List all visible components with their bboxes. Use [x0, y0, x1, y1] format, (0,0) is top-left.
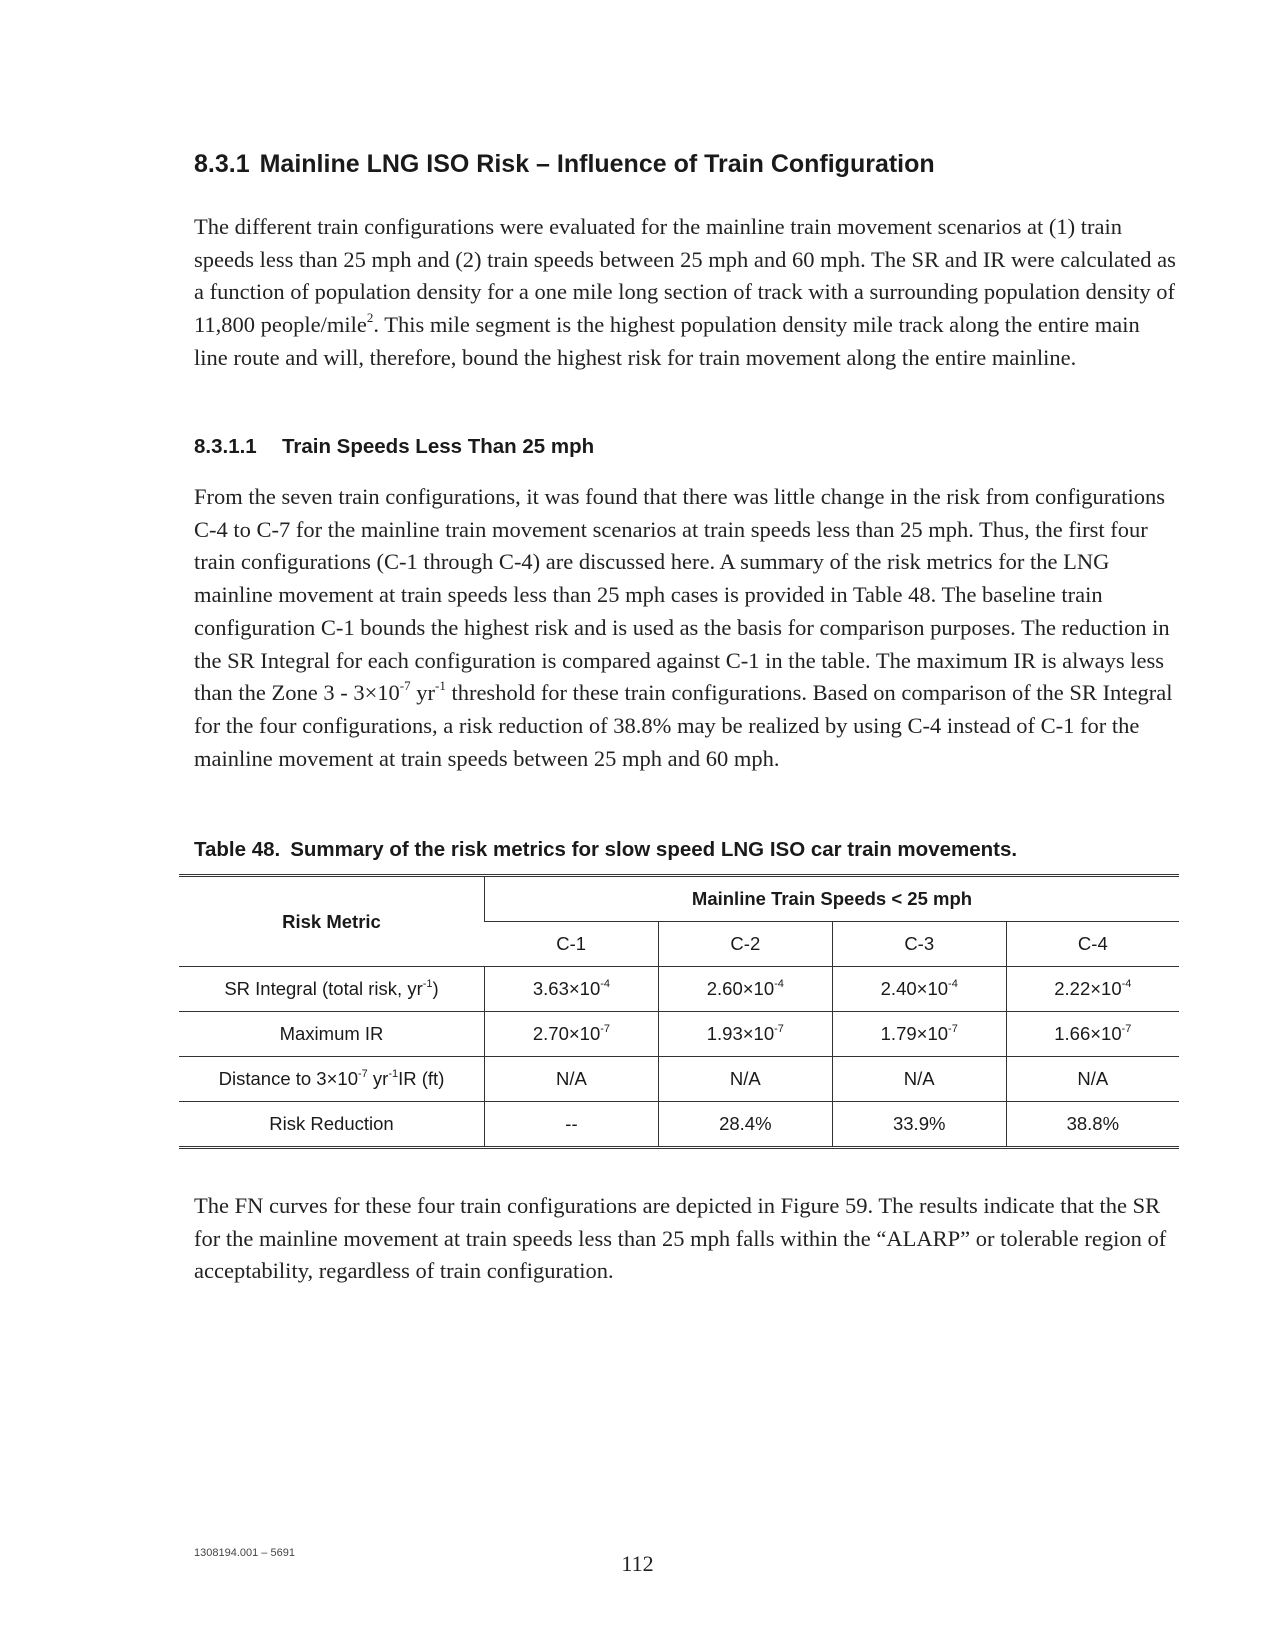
intro-sup: 2: [366, 310, 374, 326]
metric-label: SR Integral (total risk, $yr^{-1}$): [179, 967, 485, 1012]
table-cell: $1.79\times 10^{-7}$: [832, 1012, 1006, 1057]
table-cell: $2.22\times 10^{-4}$: [1006, 967, 1179, 1012]
discussion-text-c: threshold for these train configurations. Based on comparison of the SR Integral for the four configurations, a risk reduction of 38.8% may be realized by using C-4 instead of C-1 for the mainline movement at train speeds between 25 mph and 60 mph.: [194, 680, 1173, 771]
table-caption: [194, 836, 1017, 864]
risk-metric-header: Risk Metric: [179, 876, 485, 967]
document-page: [194, 0, 1179, 1650]
table-row-risk-reduction: [179, 1102, 1179, 1148]
table-cell: --: [485, 1102, 659, 1148]
table-cell: $1.93\times 10^{-7}$: [658, 1012, 832, 1057]
table-cell: N/A: [832, 1057, 1006, 1102]
table-cell: $2.70\times 10^{-7}$: [485, 1012, 659, 1057]
table-cell: 38.8%: [1006, 1102, 1179, 1148]
table-cell: N/A: [1006, 1057, 1179, 1102]
table-cell: $3.63\times 10^{-4}$: [485, 967, 659, 1012]
discussion-sup-1: -7: [399, 678, 411, 694]
table-caption-label: Table 48.: [194, 838, 281, 861]
discussion-sup-2: -1: [434, 678, 446, 694]
table-row-maximum-ir: [179, 1012, 1179, 1057]
table-row-sr-integral: [179, 967, 1179, 1012]
table-cell: 33.9%: [832, 1102, 1006, 1148]
subsection-heading: [194, 433, 594, 461]
column-header-c2: C-2: [658, 922, 832, 967]
column-header-c4: C-4: [1006, 922, 1179, 967]
risk-metrics-table: [179, 874, 1179, 1149]
subsection-number: 8.3.1.1: [194, 435, 257, 458]
page-number: 112: [621, 1551, 654, 1576]
discussion-text-a: From the seven train configurations, it was found that there was little change in the risk from configurations C-4 to C-7 for the mainline train movement scenarios at train speeds less than 25 mph. Thus, the first four train configurations (C-1 through C-4) are discussed here. A summary of the risk metrics for the LNG mainline movement at train speeds less than 25 mph cases is provided in Table 48. The baseline train configuration C-1 bounds the highest risk and is used as the basis for comparison purposes. The reduction in the SR Integral for each configuration is compared against C-1 in the table. The maximum IR is always less than the Zone 3 - 3×10: [194, 484, 1170, 706]
table-header-row: [179, 876, 1179, 922]
table-cell: N/A: [658, 1057, 832, 1102]
intro-text-a: The different train configurations were evaluated for the mainline train movement scenarios at (1) train speeds less than 25 mph and (2) train speeds between 25 mph and 60 mph. The SR and IR were calculated as a function of population density for a one mile long section of track with a surrounding population density of 11,800 people/mile: [194, 214, 1176, 338]
table-caption-text: Summary of the risk metrics for slow speed LNG ISO car train movements.: [290, 838, 1018, 861]
table-cell: 28.4%: [658, 1102, 832, 1148]
metric-label: Distance to $3\times 10^{-7}$ $yr^{-1}IR$ (ft): [179, 1057, 485, 1102]
speed-group-header: Mainline Train Speeds < 25 mph: [485, 876, 1180, 922]
table-cell: N/A: [485, 1057, 659, 1102]
section-number: 8.3.1: [194, 150, 250, 178]
column-header-c1: C-1: [485, 922, 659, 967]
discussion-text-b: yr: [410, 680, 435, 706]
subsection-title: Train Speeds Less Than 25 mph: [282, 435, 595, 458]
table-cell: $1.66\times 10^{-7}$: [1006, 1012, 1179, 1057]
section-heading: [194, 148, 935, 180]
document-id: 1308194.001 – 5691: [194, 1547, 295, 1559]
table-cell: $2.60\times 10^{-4}$: [658, 967, 832, 1012]
metric-label: Maximum IR: [179, 1012, 485, 1057]
section-title: Mainline LNG ISO Risk – Influence of Train Configuration: [259, 150, 935, 178]
fn-curves-paragraph: The FN curves for these four train configurations are depicted in Figure 59. The results indicate that the SR for the mainline movement at train speeds less than 25 mph falls within the “ALARP” or tolerable region of acceptability, regardless of train configuration.: [194, 1193, 1167, 1284]
table-cell: $2.40\times 10^{-4}$: [832, 967, 1006, 1012]
discussion-paragraph: [194, 481, 1179, 775]
table-row-distance: [179, 1057, 1179, 1102]
intro-paragraph: [194, 211, 1179, 375]
intro-text-b: . This mile segment is the highest population density mile track along the entire main line route and will, therefore, bound the highest risk for train movement along the entire mainline.: [194, 312, 1140, 370]
column-header-c3: C-3: [832, 922, 1006, 967]
metric-label: Risk Reduction: [179, 1102, 485, 1148]
